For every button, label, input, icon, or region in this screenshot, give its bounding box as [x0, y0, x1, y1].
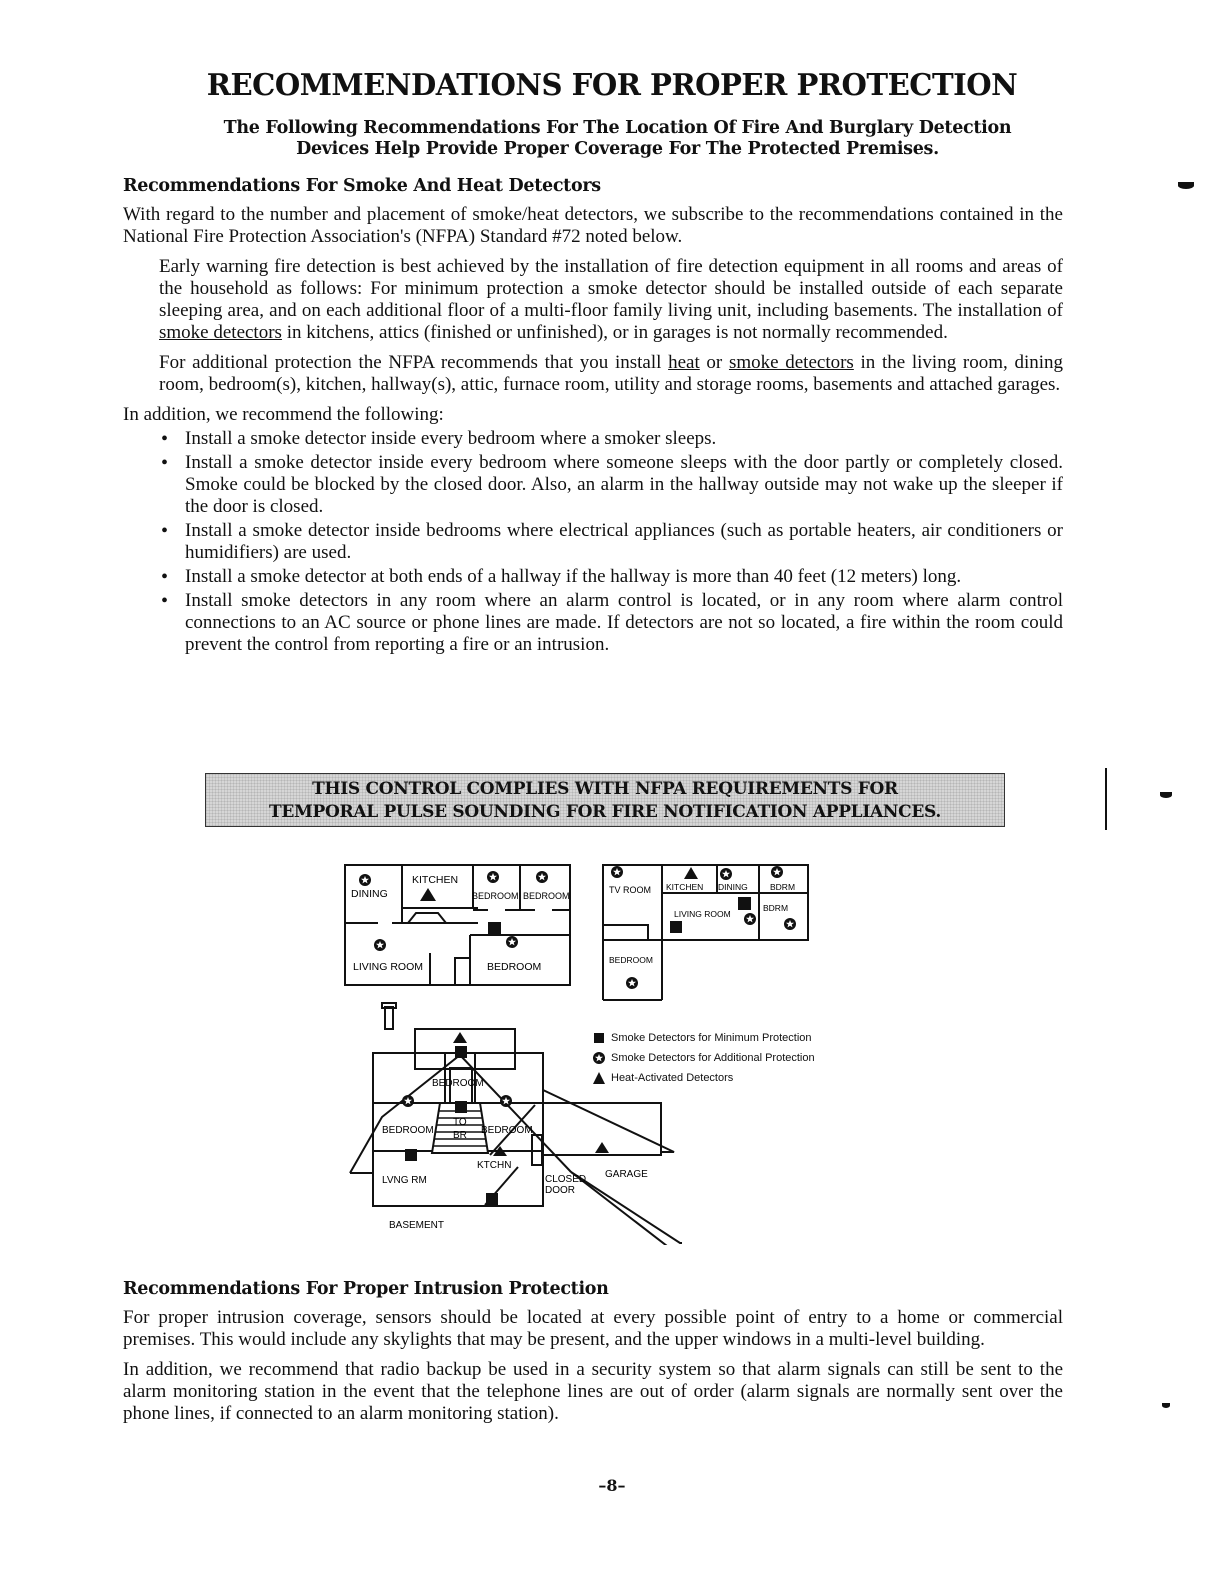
list-item: • Install a smoke detector inside every bedroom where someone sleeps with the door partly or completely closed. Smoke could be blocked by the closed door. Also, an alarm in the hallway outside may not wake up the sleeper if the door is closed. [159, 452, 1063, 518]
legend-item: Smoke Detectors for Minimum Protection [592, 1028, 815, 1048]
svg-text:DINING: DINING [351, 888, 388, 900]
nfpa-quote [123, 256, 1063, 396]
smoke-intro-paragraph: With regard to the number and placement of smoke/heat detectors, we subscribe to the recommendations contained in the National Fire Protection Association's (NFPA) Standard #72 noted below. [123, 204, 1063, 247]
svg-text:BDRM: BDRM [763, 903, 789, 913]
page-subtitle [150, 118, 1085, 160]
svg-text:BEDROOM: BEDROOM [432, 1078, 484, 1089]
list-item: • Install smoke detectors in any room where an alarm control is located, or in any room where alarm control connections to an AC source or phone lines are made. If detectors are not so located, a fire within the room could prevent the control from reporting a fire or an intrusion. [159, 590, 1063, 656]
margin-mark [1178, 182, 1194, 189]
svg-text:BDRM: BDRM [770, 882, 796, 892]
filled-square-icon [592, 1031, 606, 1045]
nfpa-paragraph-1: Early warning fire detection is best achieved by the installation of fire detection equipment in all rooms and areas of the household as follows: For minimum protection a smoke detector should be installed outside of each separate sleeping area, and on each additional floor of a multi-floor family living unit, including basements. The installation of smoke detectors in kitchens, attics (finished or unfinished), or in garages is not normally recommended. [159, 256, 1063, 343]
svg-text:BEDROOM: BEDROOM [472, 891, 519, 901]
svg-text:BEDROOM: BEDROOM [523, 891, 570, 901]
margin-mark [1162, 1403, 1170, 1408]
intrusion-section-heading: Recommendations For Proper Intrusion Protection [123, 1279, 609, 1299]
svg-text:TV ROOM: TV ROOM [609, 885, 651, 895]
addition-lead: In addition, we recommend the following: [123, 404, 444, 425]
star-circle-icon [592, 1051, 606, 1065]
svg-text:LIVING ROOM: LIVING ROOM [674, 909, 731, 919]
legend-item: Heat-Activated Detectors [592, 1068, 815, 1088]
svg-text:KITCHEN: KITCHEN [412, 874, 459, 886]
legend-item: Smoke Detectors for Additional Protection [592, 1048, 815, 1068]
list-item: • Install a smoke detector at both ends of a hallway if the hallway is more than 40 feet (12 meters) long. [159, 566, 1063, 588]
svg-text:KITCHEN: KITCHEN [666, 882, 704, 892]
svg-text:KTCHN: KTCHN [477, 1160, 512, 1171]
subtitle-line-2: Devices Help Provide Proper Coverage For The Protected Premises. [296, 139, 939, 159]
svg-text:TO: TO [453, 1117, 467, 1128]
change-bar [1105, 768, 1107, 830]
svg-text:BEDROOM: BEDROOM [382, 1125, 434, 1136]
svg-text:LVNG RM: LVNG RM [382, 1175, 427, 1186]
svg-text:BEDROOM: BEDROOM [481, 1125, 533, 1136]
svg-text:BEDROOM: BEDROOM [487, 961, 542, 973]
svg-text:LIVING ROOM: LIVING ROOM [353, 961, 424, 973]
diagram-legend [592, 1028, 815, 1088]
recommendation-list [123, 428, 1063, 656]
page-number: –8– [598, 1476, 626, 1495]
intrusion-paragraph-2: In addition, we recommend that radio backup be used in a security system so that alarm signals can still be sent to the alarm monitoring station in the event that the telephone lines are out of order (alarm signals are normally sent over the phone lines, if connected to an alarm monitoring station). [123, 1359, 1063, 1424]
intrusion-paragraph-1: For proper intrusion coverage, sensors should be located at every possible point of entry to a home or commercial premises. This would include any skylights that may be present, and the upper windows in a multi-level building. [123, 1307, 1063, 1350]
svg-text:BR: BR [453, 1130, 467, 1141]
list-item: • Install a smoke detector inside bedrooms where electrical appliances (such as portable heaters, air conditioners or humidifiers) are used. [159, 520, 1063, 564]
nfpa-compliance-notice [205, 773, 1005, 827]
smoke-section-body [123, 204, 1063, 658]
svg-text:DOOR: DOOR [545, 1185, 575, 1196]
svg-text:BASEMENT: BASEMENT [389, 1220, 445, 1231]
subtitle-line-1: The Following Recommendations For The Location Of Fire And Burglary Detection [223, 118, 1012, 138]
intrusion-section-body [123, 1307, 1063, 1433]
notice-line-1: THIS CONTROL COMPLIES WITH NFPA REQUIREMENTS FOR [312, 779, 898, 799]
list-item: • Install a smoke detector inside every bedroom where a smoker sleeps. [159, 428, 1063, 450]
triangle-icon [592, 1071, 606, 1085]
svg-text:DINING: DINING [718, 882, 748, 892]
page-title: RECOMMENDATIONS FOR PROPER PROTECTION [206, 68, 1018, 103]
svg-text:GARAGE: GARAGE [605, 1169, 648, 1180]
svg-text:BEDROOM: BEDROOM [609, 955, 653, 965]
margin-mark [1160, 792, 1172, 798]
smoke-section-heading: Recommendations For Smoke And Heat Detectors [123, 176, 601, 196]
svg-text:CLOSED: CLOSED [545, 1174, 587, 1185]
notice-line-2: TEMPORAL PULSE SOUNDING FOR FIRE NOTIFICATION APPLIANCES. [269, 802, 941, 822]
nfpa-paragraph-2: For additional protection the NFPA recommends that you install heat or smoke detectors in the living room, dining room, bedroom(s), kitchen, hallway(s), attic, furnace room, utility and storage rooms, basements and attached garages. [159, 352, 1063, 395]
